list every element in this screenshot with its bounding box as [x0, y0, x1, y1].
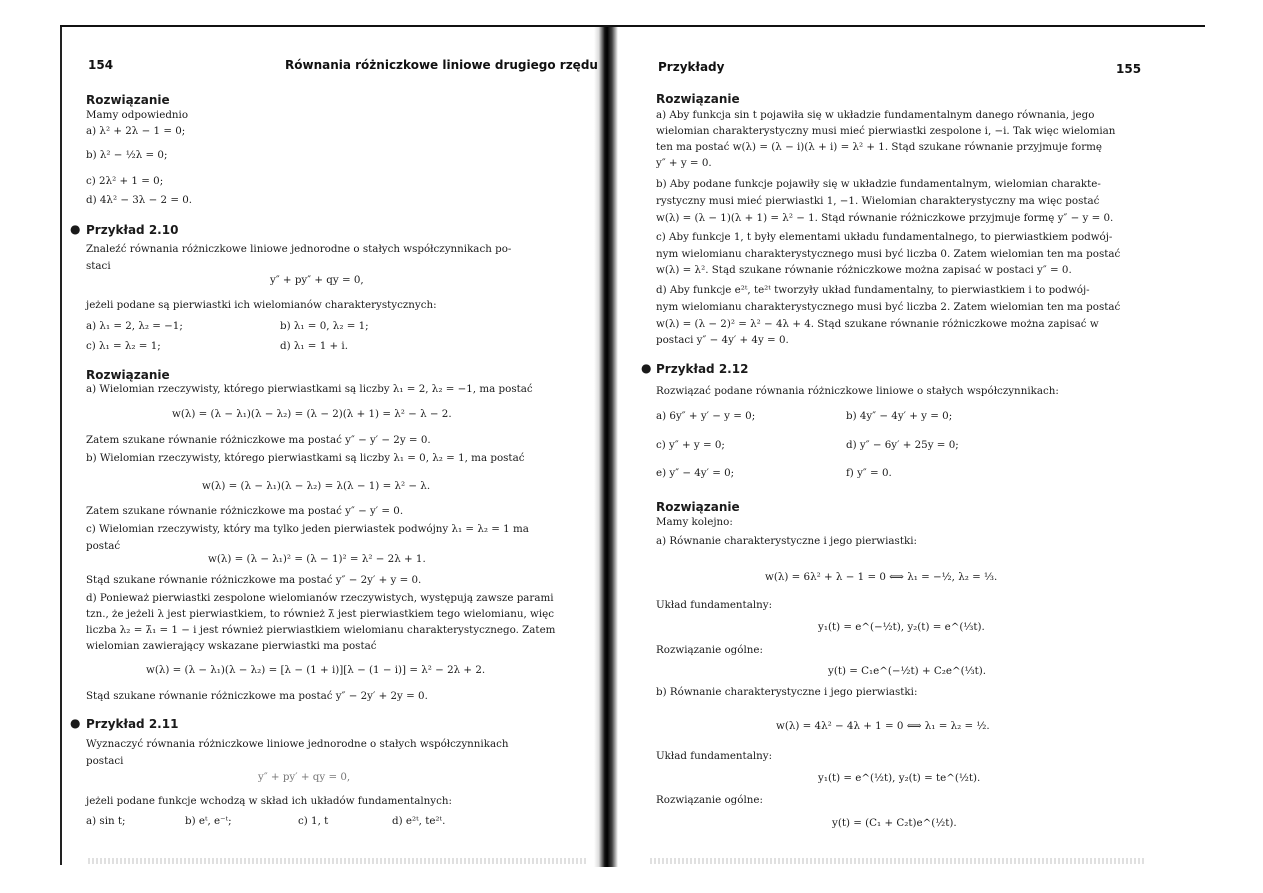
bottom-scan-noise-left — [88, 858, 588, 864]
equation: y″ + py″ + qy = 0, — [270, 274, 364, 286]
equation: y₁(t) = e^(−½t), y₂(t) = e^(⅓t). — [818, 621, 985, 633]
equation: y₁(t) = e^(½t), y₂(t) = te^(½t). — [818, 772, 981, 784]
text-line: Stąd szukane równanie różniczkowe ma postać y″ − 2y′ + 2y = 0. — [86, 690, 428, 702]
item-a: a) 6y″ + y′ − y = 0; — [656, 410, 756, 422]
equation: w(λ) = (λ − λ₁)² = (λ − 1)² = λ² − 2λ + 1. — [208, 553, 426, 565]
text-line: w(λ) = λ². Stąd szukane równanie różniczkowe można zapisać w postaci y″ = 0. — [656, 264, 1072, 276]
text-line: b) Wielomian rzeczywisty, którego pierwiastkami są liczby λ₁ = 0, λ₂ = 1, ma postać — [86, 452, 525, 464]
example-title: Przykład 2.12 — [656, 362, 749, 376]
text-line: Rozwiązanie ogólne: — [656, 794, 763, 806]
page-number-right: 155 — [1116, 62, 1142, 76]
text-line: Mamy kolejno: — [656, 516, 733, 528]
text-line: Mamy odpowiednio — [86, 109, 189, 121]
text-line: nym wielomianu charakterystycznego musi być liczba 2. Zatem wielomian ten ma postać — [656, 301, 1121, 313]
text-line: postać — [86, 540, 121, 552]
text-line: a) Aby funkcja sin t pojawiła się w układzie fundamentalnym danego równania, jego — [656, 109, 1095, 121]
item-b: b) eᵗ, e⁻ᵗ; — [185, 815, 232, 827]
solution-heading: Rozwiązanie — [86, 93, 170, 107]
item-c: c) y″ + y = 0; — [656, 439, 725, 451]
text-line: Rozwiązanie ogólne: — [656, 644, 763, 656]
answer-b: b) λ² − ½λ = 0; — [86, 149, 168, 161]
item-e: e) y″ − 4y′ = 0; — [656, 467, 735, 479]
item-d: d) e²ᵗ, te²ᵗ. — [392, 815, 446, 827]
text-line: w(λ) = (λ − 1)(λ + 1) = λ² − 1. Stąd równanie różniczkowe przyjmuje formę y″ − y = 0. — [656, 212, 1114, 224]
equation: w(λ) = (λ − λ₁)(λ − λ₂) = λ(λ − 1) = λ² − λ. — [202, 480, 431, 492]
equation: y(t) = C₁e^(−½t) + C₂e^(⅓t). — [828, 665, 986, 677]
bottom-scan-noise-right — [650, 858, 1145, 864]
text-line: Rozwiązać podane równania różniczkowe liniowe o stałych współczynnikach: — [656, 385, 1059, 397]
text-line: ten ma postać w(λ) = (λ − i)(λ + i) = λ² + 1. Stąd szukane równanie przyjmuje formę — [656, 141, 1103, 153]
item-c: c) λ₁ = λ₂ = 1; — [86, 340, 161, 352]
equation: w(λ) = (λ − λ₁)(λ − λ₂) = (λ − 2)(λ + 1) = λ² − λ − 2. — [172, 408, 452, 420]
text-line: nym wielomianu charakterystycznego musi być liczba 0. Zatem wielomian ten ma postać — [656, 248, 1121, 260]
bullet-icon: ● — [70, 222, 81, 236]
example-title: Przykład 2.10 — [86, 223, 179, 237]
text-line: Zatem szukane równanie różniczkowe ma postać y″ − y′ − 2y = 0. — [86, 434, 431, 446]
text-line: wielomian charakterystyczny musi mieć pierwiastki zespolone i, −i. Tak więc wielomian — [656, 125, 1116, 137]
example-title: Przykład 2.11 — [86, 717, 179, 731]
text-line: b) Równanie charakterystyczne i jego pierwiastki: — [656, 686, 918, 698]
text-line: Zatem szukane równanie różniczkowe ma postać y″ − y′ = 0. — [86, 505, 404, 517]
page-number-left: 154 — [88, 58, 114, 72]
text-line: wielomian zawierający wskazane pierwiastki ma postać — [86, 640, 377, 652]
bullet-icon: ● — [70, 716, 81, 730]
item-d: d) λ₁ = 1 + i. — [280, 340, 349, 352]
text-line: Układ fundamentalny: — [656, 599, 773, 611]
left-page-edge — [60, 27, 62, 865]
book-gutter — [594, 27, 618, 867]
text-line: staci — [86, 260, 111, 272]
running-header-left: Równania różniczkowe liniowe drugiego rzędu — [285, 58, 598, 72]
text-line: d) Ponieważ pierwiastki zespolone wielomianów rzeczywistych, występują zawsze parami — [86, 592, 554, 604]
equation: w(λ) = 4λ² − 4λ + 1 = 0 ⟺ λ₁ = λ₂ = ½. — [776, 720, 990, 732]
text-line: jeżeli podane funkcje wchodzą w skład ich układów fundamentalnych: — [86, 795, 452, 807]
item-b: b) λ₁ = 0, λ₂ = 1; — [280, 320, 369, 332]
text-line: jeżeli podane są pierwiastki ich wielomianów charakterystycznych: — [86, 299, 437, 311]
item-f: f) y″ = 0. — [846, 467, 892, 479]
solution-heading: Rozwiązanie — [656, 92, 740, 106]
text-line: c) Wielomian rzeczywisty, który ma tylko jeden pierwiastek podwójny λ₁ = λ₂ = 1 ma — [86, 523, 529, 535]
text-line: Stąd szukane równanie różniczkowe ma postać y″ − 2y′ + y = 0. — [86, 574, 422, 586]
answer-a: a) λ² + 2λ − 1 = 0; — [86, 125, 186, 137]
equation: w(λ) = 6λ² + λ − 1 = 0 ⟺ λ₁ = −½, λ₂ = ⅓. — [765, 571, 998, 583]
equation: y(t) = (C₁ + C₂t)e^(½t). — [832, 817, 957, 829]
text-line: a) Równanie charakterystyczne i jego pierwiastki: — [656, 535, 917, 547]
text-line: rystyczny musi mieć pierwiastki 1, −1. Wielomian charakterystyczny ma więc postać — [656, 195, 1100, 207]
item-b: b) 4y″ − 4y′ + y = 0; — [846, 410, 953, 422]
top-rule — [60, 25, 1205, 27]
text-line: a) Wielomian rzeczywisty, którego pierwiastkami są liczby λ₁ = 2, λ₂ = −1, ma postać — [86, 383, 533, 395]
text-line: Układ fundamentalny: — [656, 750, 773, 762]
item-d: d) y″ − 6y′ + 25y = 0; — [846, 439, 959, 451]
running-header-right: Przykłady — [658, 60, 725, 74]
text-line: y″ + y = 0. — [656, 157, 712, 169]
item-a: a) sin t; — [86, 815, 126, 827]
item-c: c) 1, t — [298, 815, 329, 827]
text-line: postaci y″ − 4y′ + 4y = 0. — [656, 334, 789, 346]
solution-heading: Rozwiązanie — [86, 368, 170, 382]
equation: y″ + py′ + qy = 0, — [258, 771, 351, 783]
text-line: postaci — [86, 755, 124, 767]
text-line: b) Aby podane funkcje pojawiły się w układzie fundamentalnym, wielomian charakte- — [656, 178, 1101, 190]
text-line: w(λ) = (λ − 2)² = λ² − 4λ + 4. Stąd szukane równanie różniczkowe można zapisać w — [656, 318, 1099, 330]
bullet-icon: ● — [641, 361, 652, 375]
text-line: liczba λ₂ = λ̄₁ = 1 − i jest również pierwiastkiem wielomianu charakterystycznego. Zatem — [86, 624, 556, 636]
text-line: Znaleźć równania różniczkowe liniowe jednorodne o stałych współczynnikach po- — [86, 243, 512, 255]
solution-heading: Rozwiązanie — [656, 500, 740, 514]
item-a: a) λ₁ = 2, λ₂ = −1; — [86, 320, 183, 332]
equation: w(λ) = (λ − λ₁)(λ − λ₂) = [λ − (1 + i)][λ − (1 − i)] = λ² − 2λ + 2. — [146, 664, 486, 676]
answer-d: d) 4λ² − 3λ − 2 = 0. — [86, 194, 193, 206]
answer-c: c) 2λ² + 1 = 0; — [86, 175, 164, 187]
text-line: tzn., że jeżeli λ jest pierwiastkiem, to również λ̄ jest pierwiastkiem tego wielomianu, więc — [86, 608, 554, 620]
text-line: Wyznaczyć równania różniczkowe liniowe jednorodne o stałych współczynnikach — [86, 738, 509, 750]
text-line: d) Aby funkcje e²ᵗ, te²ᵗ tworzyły układ fundamentalny, to pierwiastkiem i to podwój- — [656, 284, 1090, 296]
text-line: c) Aby funkcje 1, t były elementami układu fundamentalnego, to pierwiastkiem podwój- — [656, 231, 1113, 243]
